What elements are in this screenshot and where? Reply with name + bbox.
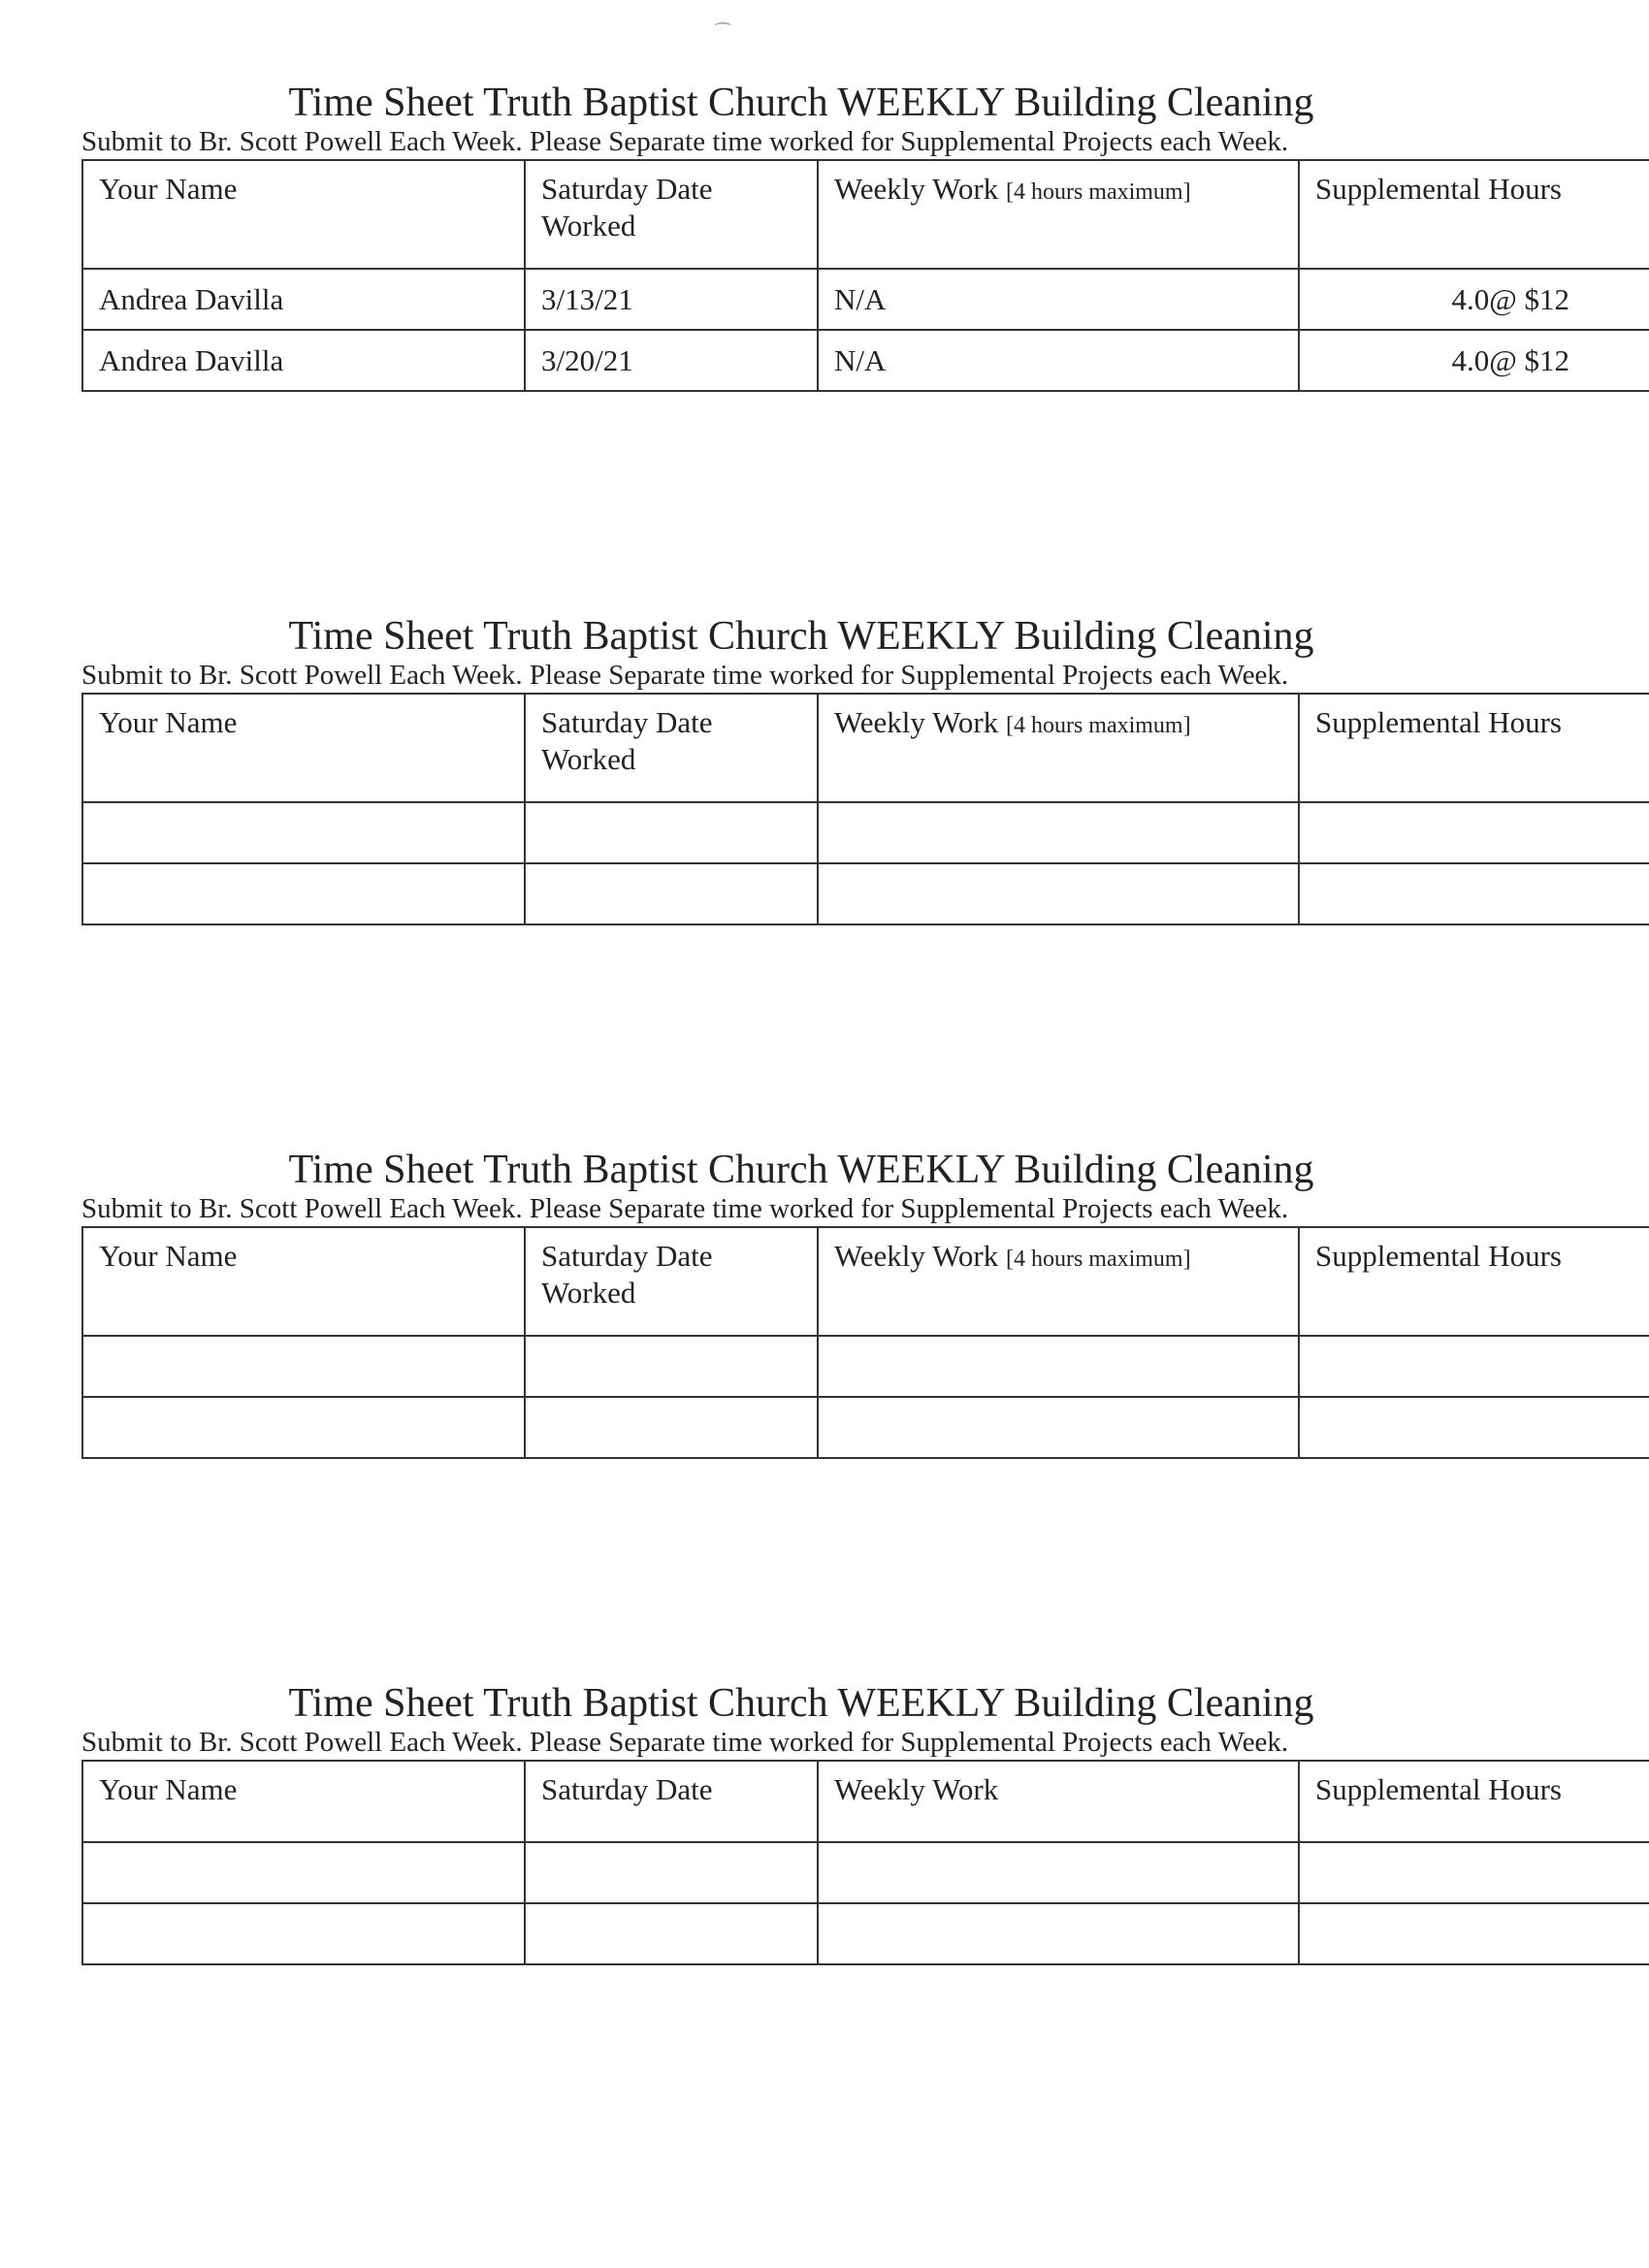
- timesheet-table: [81, 693, 1649, 925]
- table-row: [82, 1842, 1649, 1903]
- header-row: [82, 1227, 1649, 1336]
- timesheet-4: [81, 1680, 1562, 1965]
- weekly-work-label: Weekly Work: [834, 1239, 999, 1273]
- cell-supplemental-hours[interactable]: 4.0@ $12: [1299, 269, 1649, 330]
- weekly-work-note: [4 hours maximum]: [1005, 179, 1191, 205]
- header-row: [82, 160, 1649, 269]
- table-row: [82, 269, 1649, 330]
- cell-name[interactable]: Andrea Davilla: [82, 330, 525, 391]
- cell-weekly-work[interactable]: N/A: [818, 269, 1299, 330]
- header-your-name: Your Name: [82, 160, 525, 269]
- cell-weekly-work[interactable]: [818, 863, 1299, 924]
- table-row: [82, 802, 1649, 863]
- header-supplemental-hours: Supplemental Hours: [1299, 1761, 1649, 1842]
- cell-date[interactable]: [525, 1903, 818, 1964]
- cell-weekly-work[interactable]: [818, 1842, 1299, 1903]
- cell-date[interactable]: 3/13/21: [525, 269, 818, 330]
- cell-name[interactable]: [82, 1397, 525, 1458]
- timesheet-table: [81, 159, 1649, 392]
- cell-weekly-work[interactable]: [818, 1903, 1299, 1964]
- header-saturday-date: Saturday Date Worked: [525, 160, 818, 269]
- sheet-title: Time Sheet Truth Baptist Church WEEKLY Building Cleaning: [288, 1681, 1314, 1726]
- sheet-title: Time Sheet Truth Baptist Church WEEKLY Building Cleaning: [288, 81, 1314, 125]
- sheet-title: Time Sheet Truth Baptist Church WEEKLY Building Cleaning: [288, 614, 1314, 659]
- cell-name[interactable]: [82, 802, 525, 863]
- cell-name[interactable]: [82, 1842, 525, 1903]
- header-supplemental-hours: Supplemental Hours: [1299, 160, 1649, 269]
- cell-supplemental-hours[interactable]: [1299, 1397, 1649, 1458]
- cell-weekly-work[interactable]: N/A: [818, 330, 1299, 391]
- header-saturday-date: Saturday Date Worked: [525, 1227, 818, 1336]
- table-row: [82, 330, 1649, 391]
- cell-weekly-work[interactable]: [818, 1336, 1299, 1397]
- timesheet-3: [81, 1147, 1562, 1459]
- cell-name[interactable]: [82, 863, 525, 924]
- weekly-work-label: Weekly Work: [834, 705, 999, 739]
- cell-date[interactable]: [525, 802, 818, 863]
- table-row: [82, 863, 1649, 924]
- timesheet-2: [81, 613, 1562, 925]
- cell-date[interactable]: [525, 1842, 818, 1903]
- sheet-instructions: Submit to Br. Scott Powell Each Week. Please Separate time worked for Supplemental Projects each Week.: [81, 1193, 1289, 1224]
- cell-name[interactable]: Andrea Davilla: [82, 269, 525, 330]
- timesheet-table: [81, 1226, 1649, 1459]
- timesheet-1: [81, 80, 1569, 392]
- cell-name[interactable]: [82, 1336, 525, 1397]
- sheet-instructions: Submit to Br. Scott Powell Each Week. Please Separate time worked for Supplemental Projects each Week.: [81, 126, 1289, 157]
- cell-supplemental-hours[interactable]: 4.0@ $12: [1299, 330, 1649, 391]
- weekly-work-note: [4 hours maximum]: [1005, 713, 1191, 738]
- sheet-instructions: Submit to Br. Scott Powell Each Week. Please Separate time worked for Supplemental Projects each Week.: [81, 1727, 1289, 1758]
- weekly-work-note: [4 hours maximum]: [1005, 1247, 1191, 1272]
- header-weekly-work: [818, 160, 1299, 269]
- header-saturday-date: Saturday Date Worked: [525, 694, 818, 802]
- header-weekly-work: [818, 1227, 1299, 1336]
- header-row: [82, 694, 1649, 802]
- cell-name[interactable]: [82, 1903, 525, 1964]
- cell-weekly-work[interactable]: [818, 802, 1299, 863]
- table-row: [82, 1903, 1649, 1964]
- cell-date[interactable]: [525, 1397, 818, 1458]
- table-row: [82, 1336, 1649, 1397]
- header-row: [82, 1761, 1649, 1842]
- scan-speck: ⁔: [716, 6, 730, 25]
- header-weekly-work: [818, 694, 1299, 802]
- header-saturday-date: Saturday Date: [525, 1761, 818, 1842]
- cell-supplemental-hours[interactable]: [1299, 1336, 1649, 1397]
- sheet-instructions: Submit to Br. Scott Powell Each Week. Please Separate time worked for Supplemental Projects each Week.: [81, 660, 1289, 691]
- cell-supplemental-hours[interactable]: [1299, 863, 1649, 924]
- cell-supplemental-hours[interactable]: [1299, 1842, 1649, 1903]
- header-supplemental-hours: Supplemental Hours: [1299, 694, 1649, 802]
- cell-weekly-work[interactable]: [818, 1397, 1299, 1458]
- sheet-title: Time Sheet Truth Baptist Church WEEKLY Building Cleaning: [288, 1148, 1314, 1192]
- header-your-name: Your Name: [82, 1761, 525, 1842]
- cell-supplemental-hours[interactable]: [1299, 802, 1649, 863]
- cell-date[interactable]: [525, 1336, 818, 1397]
- header-your-name: Your Name: [82, 694, 525, 802]
- cell-date[interactable]: 3/20/21: [525, 330, 818, 391]
- cell-date[interactable]: [525, 863, 818, 924]
- header-weekly-work: Weekly Work: [818, 1761, 1299, 1842]
- header-supplemental-hours: Supplemental Hours: [1299, 1227, 1649, 1336]
- timesheet-table: [81, 1760, 1649, 1965]
- cell-supplemental-hours[interactable]: [1299, 1903, 1649, 1964]
- table-row: [82, 1397, 1649, 1458]
- weekly-work-label: Weekly Work: [834, 172, 999, 206]
- header-your-name: Your Name: [82, 1227, 525, 1336]
